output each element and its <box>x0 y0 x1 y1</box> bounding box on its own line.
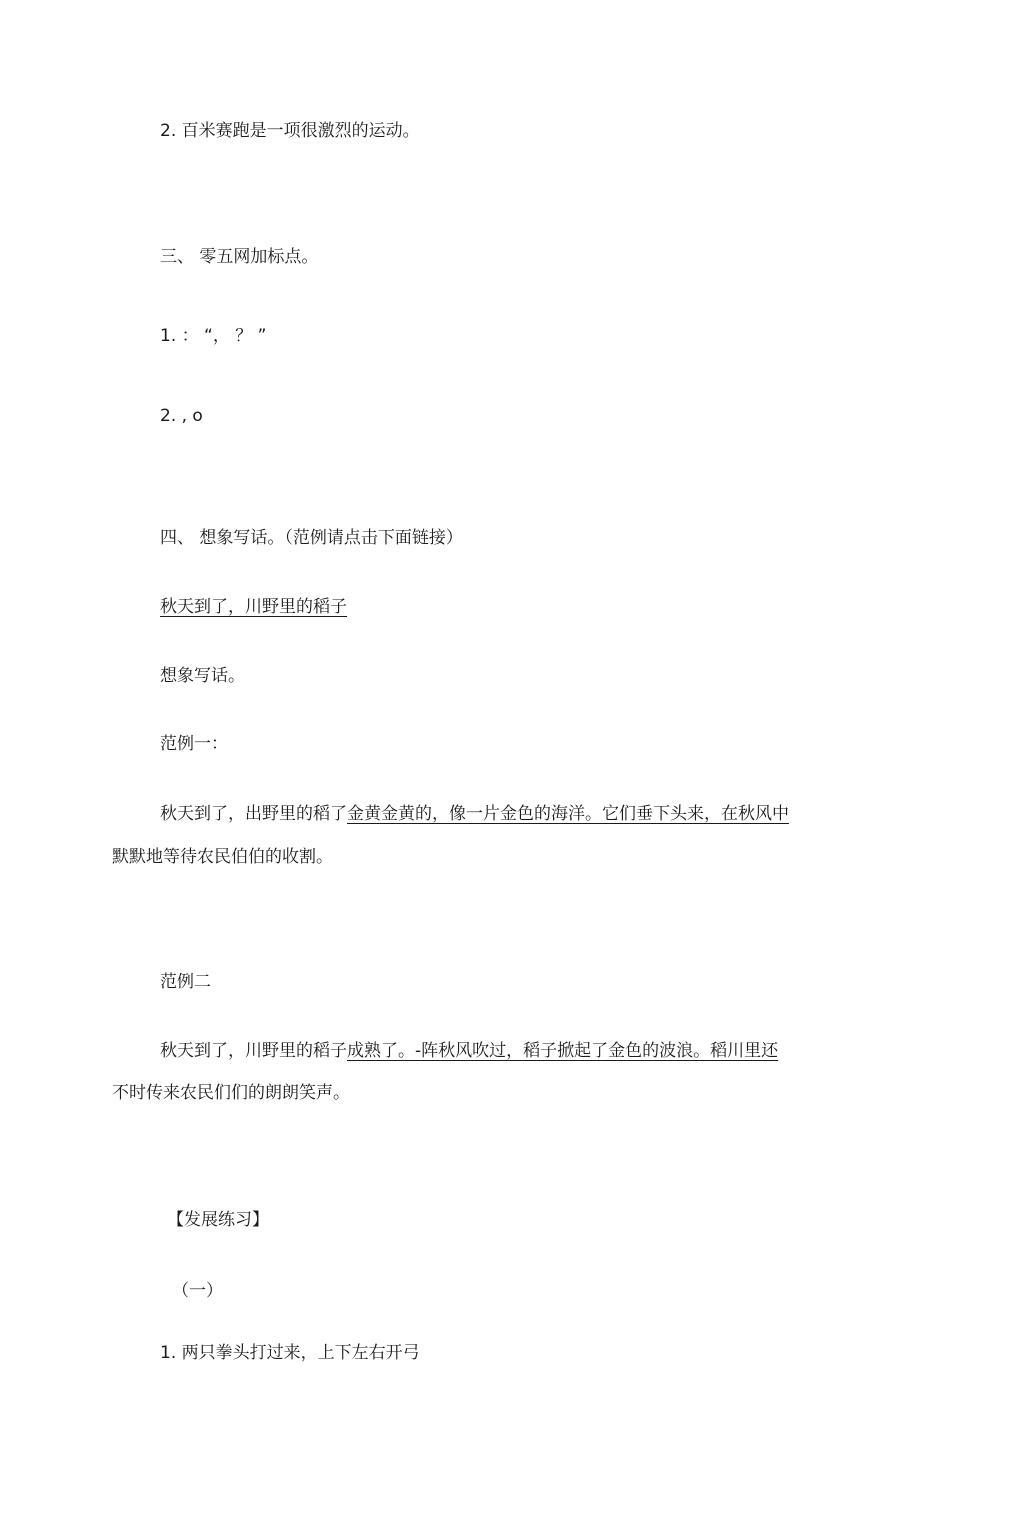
punctuation-answer-2: 2. , o <box>160 406 203 426</box>
writing-prompt: 想象写话。 <box>160 666 245 686</box>
subsection-label: （一） <box>172 1281 223 1301</box>
practice-heading: 【发展练习】 <box>167 1210 269 1230</box>
example-2-label: 范例二 <box>160 972 211 992</box>
example-link[interactable]: 秋天到了，川野里的稻子 <box>160 597 347 617</box>
example-2-plain-text: 秋天到了，川野里的稻子 <box>160 1041 347 1061</box>
example-1-line-1 <box>160 803 789 825</box>
item-2-statement: 2. 百米赛跑是一项很激烈的运动。 <box>160 121 420 141</box>
riddle-1: 1. 两只拳头打过来，上下左右开弓 <box>160 1343 420 1363</box>
example-1-label: 范例一： <box>160 734 228 754</box>
example-1-line-2: 默默地等待农民伯伯的收割。 <box>112 847 333 867</box>
section-3-heading: 三、 零五网加标点。 <box>160 247 319 267</box>
example-2-underlined-text: 成熟了。-阵秋风吹过，稻子掀起了金色的波浪。稻川里还 <box>347 1041 779 1061</box>
example-1-underlined-text: 金黄金黄的，像一片金色的海洋。它们垂下头来，在秋风中 <box>347 804 789 824</box>
example-1-plain-text: 秋天到了，出野里的稻了 <box>160 804 347 824</box>
punctuation-answer-1: 1. ： “， ？ ” <box>160 326 267 346</box>
example-2-line-2: 不时传来农民们们的朗朗笑声。 <box>112 1083 350 1103</box>
example-2-line-1 <box>160 1040 778 1062</box>
section-4-heading: 四、 想象写话。（范例请点击下面链接） <box>160 528 463 548</box>
